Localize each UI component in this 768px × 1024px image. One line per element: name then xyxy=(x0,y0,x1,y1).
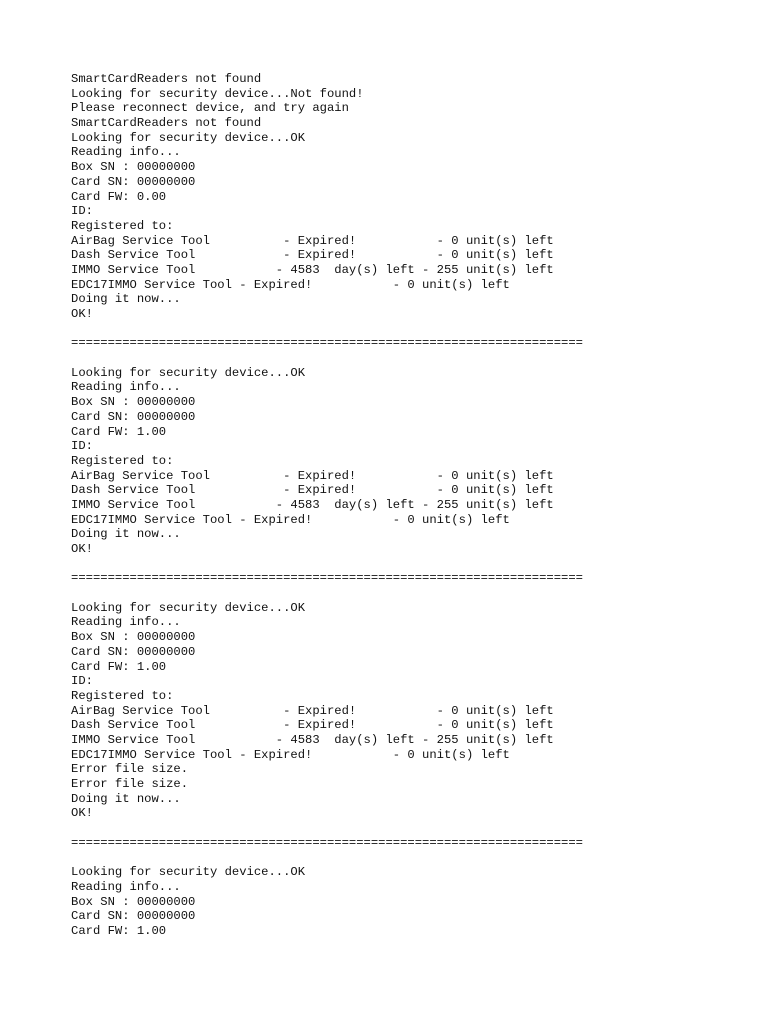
log-line: Reading info... xyxy=(71,615,181,630)
log-line: SmartCardReaders not found xyxy=(71,72,262,86)
log-line: Registered to: xyxy=(71,688,174,703)
blank-line xyxy=(71,351,751,366)
log-line: Dash Service Tool - Expired! - 0 unit(s) left xyxy=(71,718,554,733)
blank-line xyxy=(71,821,751,836)
log-line: ID: xyxy=(71,674,93,689)
log-line: Error file size. xyxy=(71,777,189,791)
log-line: OK! xyxy=(71,307,93,321)
log-line: IMMO Service Tool - 4583 day(s) left - 255 unit(s) left xyxy=(71,732,554,747)
log-line: SmartCardReaders not found xyxy=(71,116,262,131)
log-line: IMMO Service Tool - 4583 day(s) left - 255 unit(s) left xyxy=(71,497,554,512)
log-line: Dash Service Tool - Expired! - 0 unit(s) left xyxy=(71,248,554,263)
log-line: Box SN : 00000000 xyxy=(71,894,196,909)
log-line: Reading info... xyxy=(71,879,181,894)
log-line: AirBag Service Tool - Expired! - 0 unit(s) left xyxy=(71,703,554,718)
log-line: AirBag Service Tool - Expired! - 0 unit(s) left xyxy=(71,468,554,483)
log-line: Dash Service Tool - Expired! - 0 unit(s) left xyxy=(71,483,554,498)
log-line: Box SN : 00000000 xyxy=(71,160,196,175)
log-line: Box SN : 00000000 xyxy=(71,630,196,645)
blank-line xyxy=(71,850,751,865)
log-line: Error file size. xyxy=(71,762,189,777)
log-line: OK! xyxy=(71,806,93,821)
log-line: Box SN : 00000000 xyxy=(71,395,196,410)
separator-line: ====================================================================== xyxy=(71,571,583,586)
log-line: Card SN: 00000000 xyxy=(71,174,196,189)
log-line: EDC17IMMO Service Tool - Expired! - 0 unit(s) left xyxy=(71,747,510,762)
log-line: Registered to: xyxy=(71,453,174,468)
log-line: ID: xyxy=(71,439,93,454)
log-line: Reading info... xyxy=(71,145,181,160)
log-line: Doing it now... xyxy=(71,791,181,806)
log-line: Registered to: xyxy=(71,218,174,233)
log-line: Please reconnect device, and try again xyxy=(71,101,349,116)
separator-line: ====================================================================== xyxy=(71,336,583,351)
log-line: Reading info... xyxy=(71,380,181,395)
log-line: Card SN: 00000000 xyxy=(71,409,196,424)
blank-line xyxy=(71,322,751,337)
log-line: Doing it now... xyxy=(71,292,181,307)
log-line: Card FW: 0.00 xyxy=(71,189,167,204)
log-line: Looking for security device...OK xyxy=(71,130,306,145)
log-line: Looking for security device...OK xyxy=(71,365,306,380)
blank-line xyxy=(71,586,751,601)
log-document xyxy=(71,72,751,939)
separator-line: ====================================================================== xyxy=(71,835,583,850)
log-line: IMMO Service Tool - 4583 day(s) left - 255 unit(s) left xyxy=(71,262,554,277)
log-line: Card FW: 1.00 xyxy=(71,659,167,674)
log-line: ID: xyxy=(71,204,93,219)
log-line: OK! xyxy=(71,542,93,556)
log-line: Doing it now... xyxy=(71,527,181,542)
log-line: EDC17IMMO Service Tool - Expired! - 0 unit(s) left xyxy=(71,512,510,527)
log-line: Looking for security device...Not found! xyxy=(71,86,364,101)
log-line: AirBag Service Tool - Expired! - 0 unit(s) left xyxy=(71,233,554,248)
log-line: Card FW: 1.00 xyxy=(71,923,167,938)
blank-line xyxy=(71,557,751,572)
log-line: Card SN: 00000000 xyxy=(71,909,196,924)
log-line: Card FW: 1.00 xyxy=(71,424,167,439)
log-line: EDC17IMMO Service Tool - Expired! - 0 unit(s) left xyxy=(71,277,510,292)
log-line: Card SN: 00000000 xyxy=(71,644,196,659)
log-line: Looking for security device...OK xyxy=(71,600,306,615)
log-line: Looking for security device...OK xyxy=(71,865,306,880)
